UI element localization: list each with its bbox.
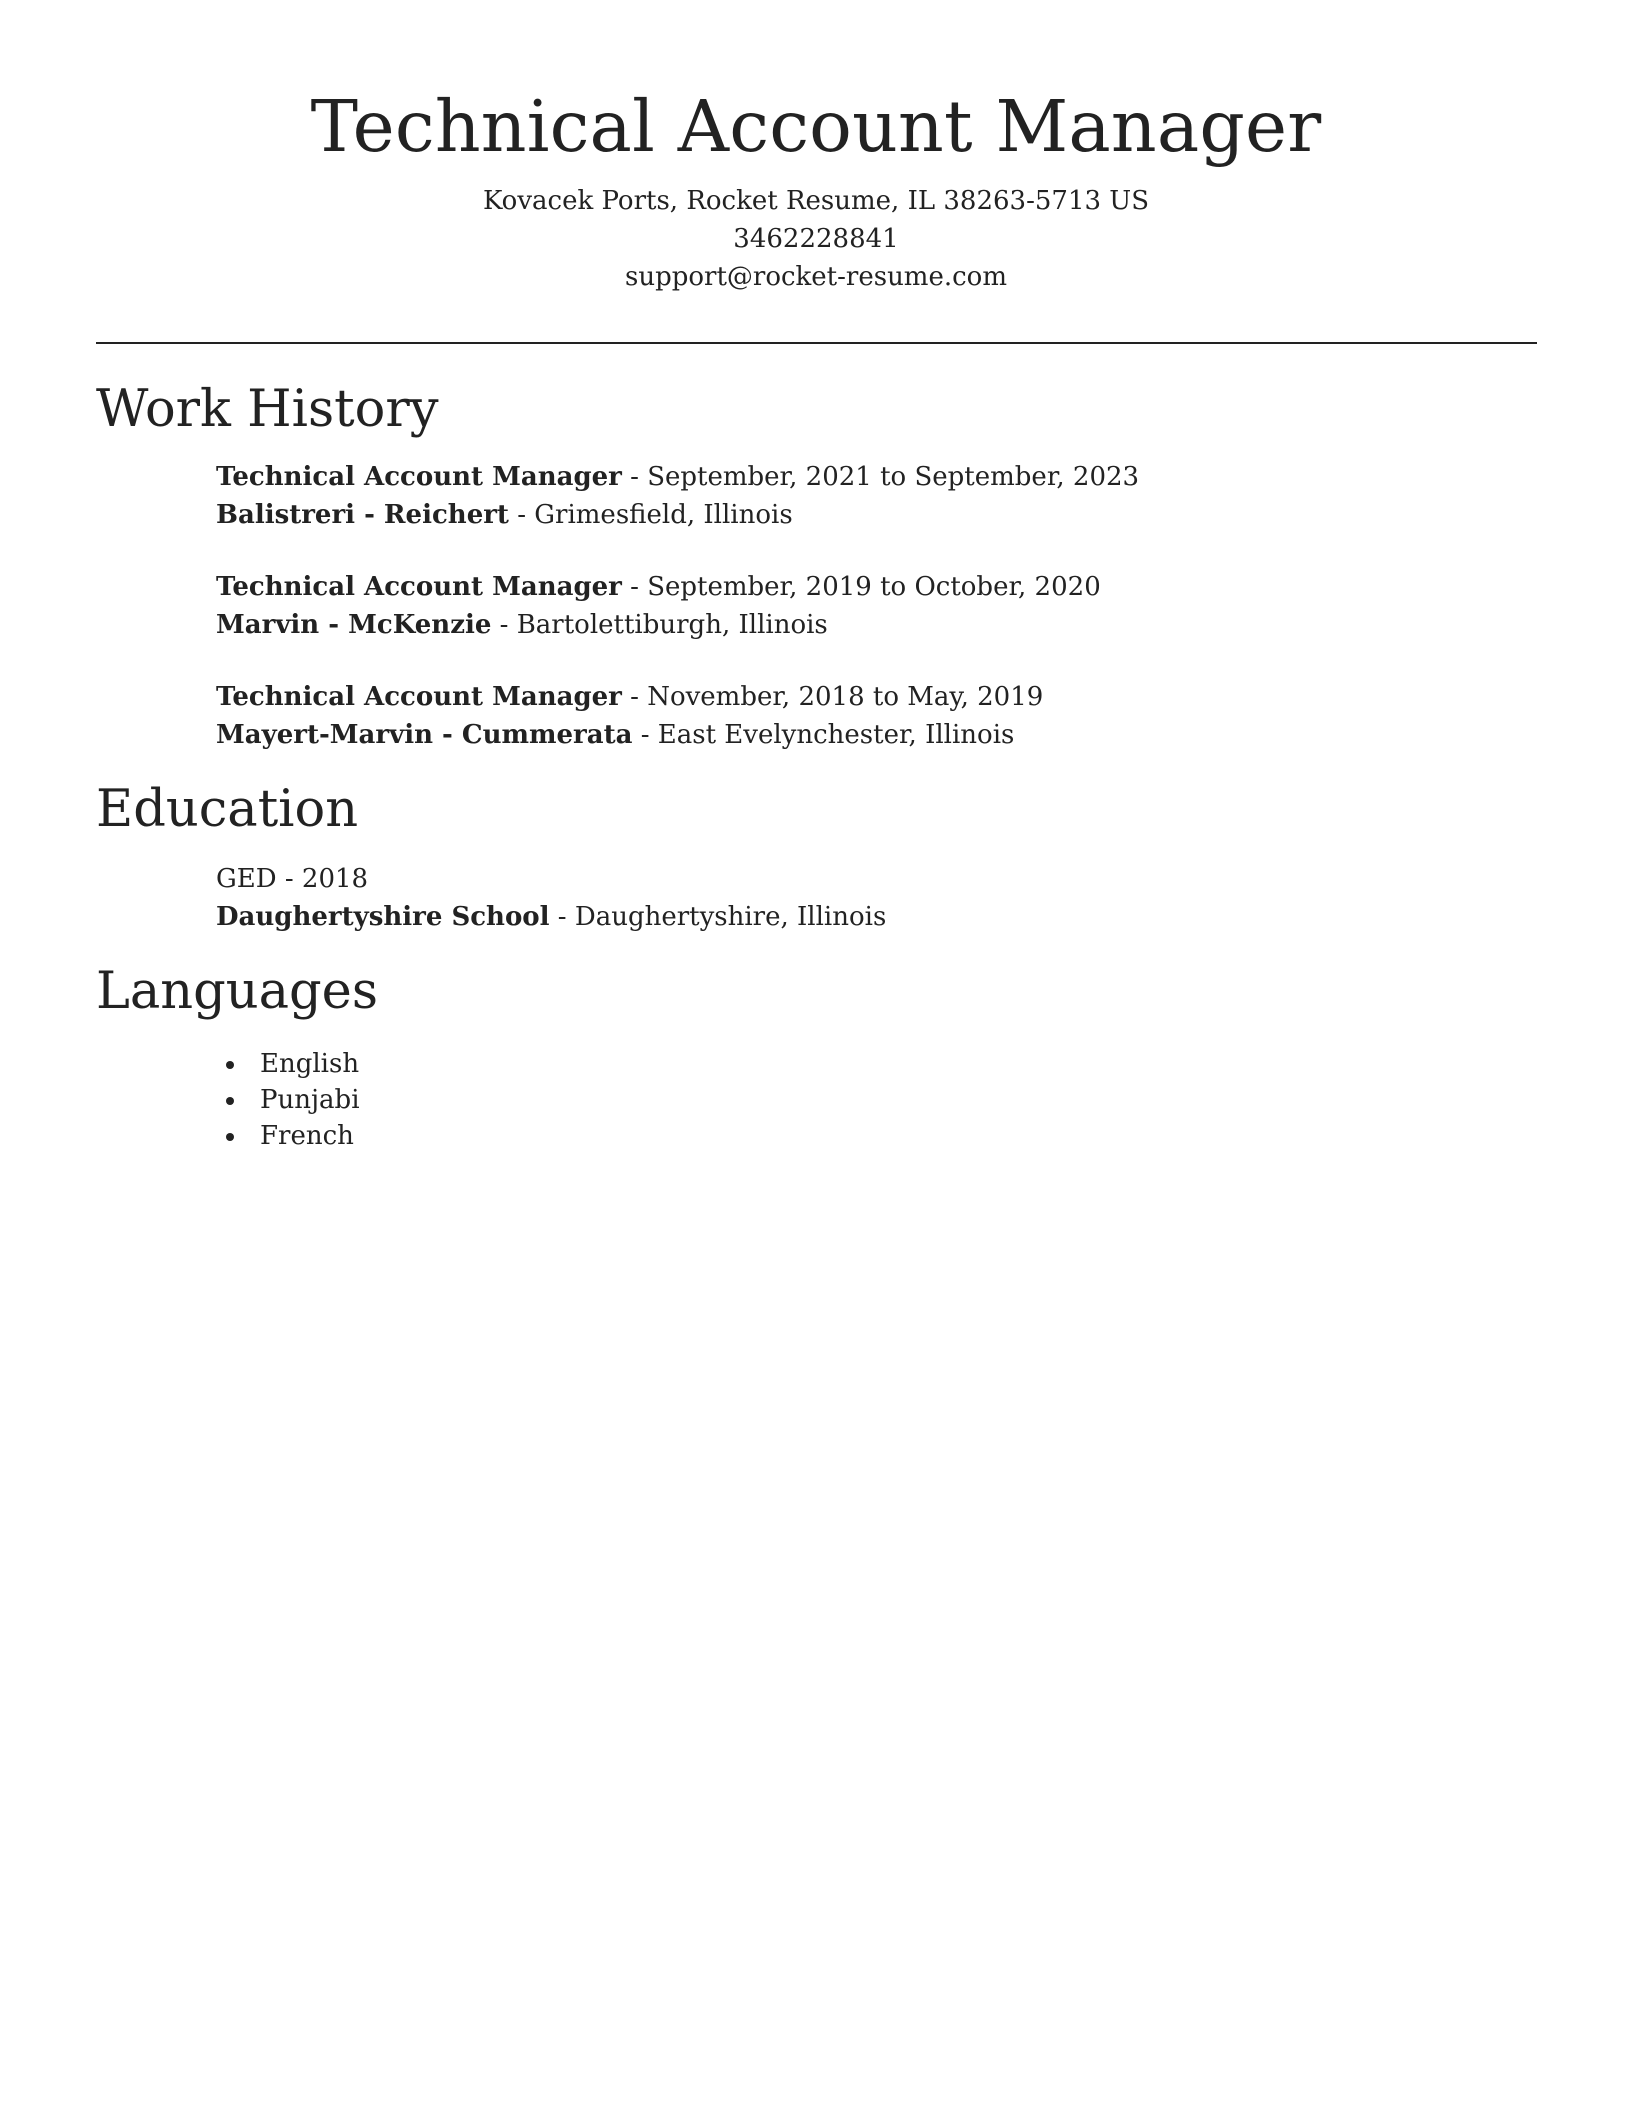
job-company: Marvin - McKenzie	[216, 610, 492, 640]
job-company: Balistreri - Reichert	[216, 500, 509, 530]
job-company: Mayert-Marvin - Cummerata	[216, 720, 633, 750]
job-title: Technical Account Manager	[216, 572, 622, 602]
education-entry	[216, 860, 886, 936]
bullet-icon	[226, 1133, 234, 1141]
languages-heading: Languages	[96, 962, 379, 1021]
resume-title: Technical Account Manager	[310, 85, 1322, 168]
job-dates: - November, 2018 to May, 2019	[621, 682, 1044, 712]
list-item	[216, 1118, 360, 1154]
job-location: - Grimesfield, Illinois	[508, 500, 793, 530]
resume-header	[0, 82, 1632, 296]
list-item	[216, 1082, 360, 1118]
contact-email: support@rocket-resume.com	[624, 262, 1007, 292]
job-dates: - September, 2021 to September, 2023	[621, 462, 1140, 492]
language-label: Punjabi	[260, 1085, 360, 1115]
contact-phone: 3462228841	[733, 224, 899, 254]
education-school: Daughertyshire School	[216, 902, 550, 932]
languages-list	[216, 1046, 360, 1154]
job-location: - Bartolettiburgh, Illinois	[491, 610, 828, 640]
header-divider	[96, 342, 1537, 344]
job-title: Technical Account Manager	[216, 682, 622, 712]
work-entry	[216, 568, 1101, 644]
job-dates: - September, 2019 to October, 2020	[621, 572, 1101, 602]
work-entry	[216, 678, 1043, 754]
bullet-icon	[226, 1097, 234, 1105]
list-item	[216, 1046, 360, 1082]
contact-info	[0, 182, 1632, 296]
education-degree: GED - 2018	[216, 864, 369, 894]
job-location: - East Evelynchester, Illinois	[632, 720, 1015, 750]
work-history-heading: Work History	[96, 380, 439, 439]
contact-address: Kovacek Ports, Rocket Resume, IL 38263-5713 US	[482, 186, 1150, 216]
language-label: English	[260, 1049, 360, 1079]
job-title: Technical Account Manager	[216, 462, 622, 492]
education-location: - Daughertyshire, Illinois	[549, 902, 887, 932]
education-heading: Education	[96, 780, 359, 839]
work-entry	[216, 458, 1139, 534]
bullet-icon	[226, 1061, 234, 1069]
language-label: French	[260, 1121, 354, 1151]
